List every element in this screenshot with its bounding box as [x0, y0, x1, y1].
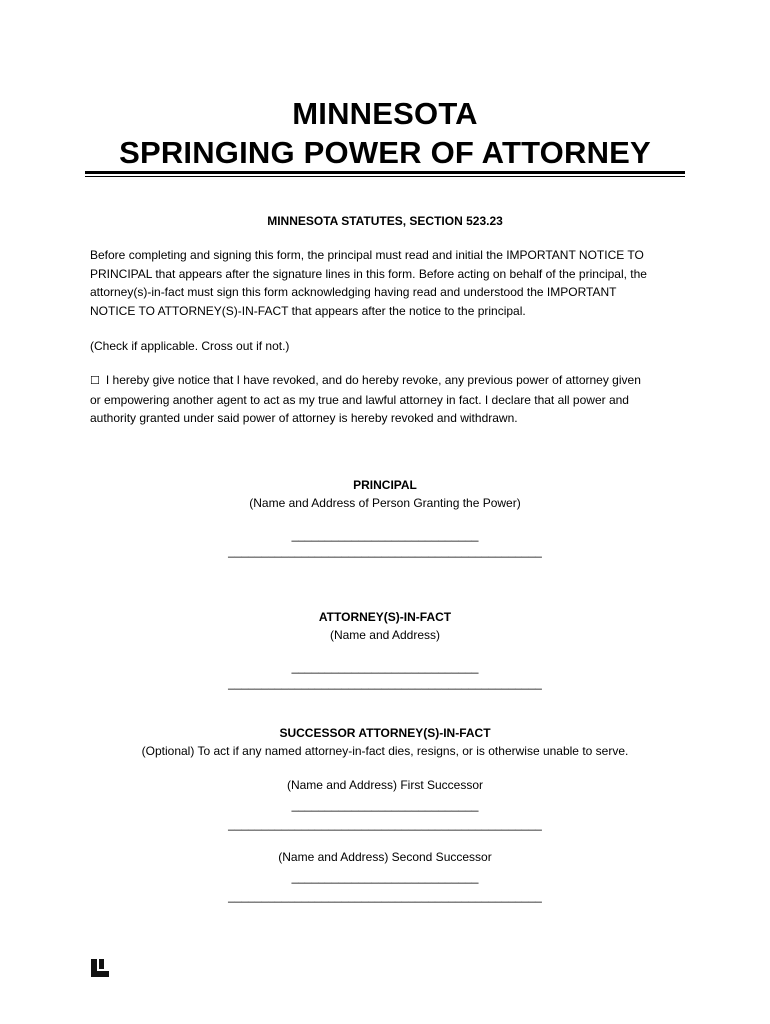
principal-subheading: (Name and Address of Person Granting the Power) — [249, 496, 521, 510]
revocation-line: authority granted under said power of attorney is hereby revoked and withdrawn. — [90, 411, 518, 426]
successor-subheading: (Optional) To act if any named attorney-in-fact dies, resigns, or is otherwise unable to serve. — [141, 744, 629, 758]
principal-heading: PRINCIPAL — [353, 478, 417, 492]
intro-line: NOTICE TO ATTORNEY(S)-IN-FACT that appears after the notice to the principal. — [90, 303, 526, 318]
intro-line: attorney(s)-in-fact must sign this form acknowledging having read and understood the IMPORTANT — [90, 285, 617, 300]
revocation-line: I hereby give notice that I have revoked, and do hereby revoke, any previous power of attorney given — [105, 373, 641, 387]
title-underline-thin — [85, 176, 685, 177]
first-successor-name-field[interactable]: ____________________________ — [291, 798, 479, 812]
attorney-name-field[interactable]: ____________________________ — [291, 660, 479, 674]
intro-line: Before completing and signing this form, the principal must read and initial the IMPORTANT NOTICE TO — [90, 248, 644, 262]
intro-line: PRINCIPAL that appears after the signature lines in this form. Before acting on behalf of the principal, the — [90, 266, 647, 281]
first-successor-address-field[interactable]: _______________________________________________ — [228, 817, 542, 831]
attorney-address-field[interactable]: _______________________________________________ — [228, 676, 542, 690]
intro-paragraph — [90, 246, 690, 320]
document-title-line-1: MINNESOTA — [292, 96, 478, 131]
attorney-heading: ATTORNEY(S)-IN-FACT — [318, 610, 452, 624]
check-instruction: (Check if applicable. Cross out if not.) — [90, 339, 290, 353]
brand-logo-icon — [91, 959, 109, 977]
second-successor-name-field[interactable]: ____________________________ — [291, 870, 479, 884]
attorney-subheading: (Name and Address) — [329, 628, 441, 642]
title-underline-thick — [85, 171, 685, 174]
first-successor-label: (Name and Address) First Successor — [286, 778, 484, 792]
principal-name-field[interactable]: ____________________________ — [291, 528, 479, 542]
revocation-line: or empowering another agent to act as my true and lawful attorney in fact. I declare that all power and — [90, 392, 629, 407]
document-title-line-2: SPRINGING POWER OF ATTORNEY — [119, 135, 651, 170]
revocation-checkbox[interactable]: ☐ — [90, 374, 100, 387]
successor-heading: SUCCESSOR ATTORNEY(S)-IN-FACT — [279, 726, 491, 740]
principal-address-field[interactable]: _______________________________________________ — [228, 544, 542, 558]
statute-heading: MINNESOTA STATUTES, SECTION 523.23 — [267, 214, 503, 228]
second-successor-address-field[interactable]: _______________________________________________ — [228, 889, 542, 903]
revocation-paragraph — [90, 371, 690, 428]
second-successor-label: (Name and Address) Second Successor — [278, 850, 492, 864]
